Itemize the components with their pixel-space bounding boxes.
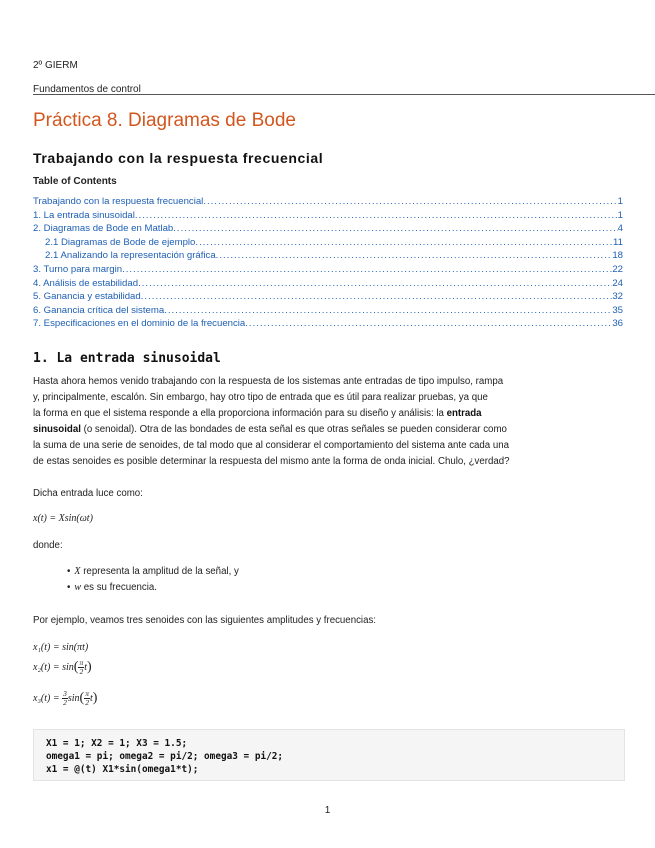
page-number: 1 (324, 805, 331, 816)
course-label: 2º GIERM (33, 60, 78, 71)
toc-link[interactable]: 2.1 Diagramas de Bode de ejemplo ..... 11 (33, 237, 623, 251)
equation-x2: x₂(t) = sin( $\frac{\pi}{2}$ t) (33, 658, 92, 676)
toc-heading: Table of Contents (33, 176, 117, 187)
intro-paragraph (33, 374, 625, 470)
toc-link[interactable]: 4. Análisis de estabilidad ..... 24 (33, 278, 623, 292)
para-line: sinusoidal (o senoidal). Otra de las bondades de esta señal es que otras señales se pueden considerar como (33, 424, 507, 435)
para-line: Hasta ahora hemos venido trabajando con la respuesta de los sistemas ante entradas de tipo impulso, rampa (33, 376, 504, 387)
toc-link[interactable]: Trabajando con la respuesta frecuencial ..... 1 (33, 196, 623, 210)
toc-link[interactable]: 7. Especificaciones en el dominio de la frecuencia ..... 36 (33, 318, 623, 332)
toc-link[interactable]: 6. Ganancia crítica del sistema ..... 35 (33, 305, 623, 319)
toc-link[interactable]: 3. Turno para margin ..... 22 (33, 264, 623, 278)
entrada-text: Dicha entrada luce como: (33, 488, 143, 499)
formula-main: x(t) = Xsin(ωt) (33, 513, 93, 524)
code-line: X1 = 1; X2 = 1; X3 = 1.5; (46, 738, 188, 749)
toc-link[interactable]: 2.1 Analizando la representación gráfica ..... 18 (33, 250, 623, 264)
toc-link[interactable]: 2. Diagramas de Bode en Matlab ..... 4 (33, 223, 623, 237)
subject-label: Fundamentos de control (33, 84, 141, 95)
ejemplo-text: Por ejemplo, veamos tres senoides con las siguientes amplitudes y frecuencias: (33, 615, 377, 626)
header-divider (33, 94, 655, 95)
toc-link[interactable]: 5. Ganancia y estabilidad ..... 32 (33, 291, 623, 305)
page-title: Práctica 8. Diagramas de Bode (33, 110, 296, 131)
section-heading: Trabajando con la respuesta frecuencial (33, 150, 324, 166)
code-block (33, 729, 625, 781)
bullet-amplitude: • X representa la amplitud de la señal, y (67, 566, 239, 577)
para-line: de estas senoides es posible determinar la respuesta del mismo ante la forma de onda inicial. Chulo, ¿verdad? (33, 456, 510, 467)
code-line: x1 = @(t) X1*sin(omega1*t); (46, 764, 199, 775)
para-line: la suma de una serie de senoides, de tal modo que al considerar el comportamiento del sistema ante cada una (33, 440, 510, 451)
toc-link[interactable]: 1. La entrada sinusoidal ..... 1 (33, 210, 623, 224)
equation-x1: x₁(t) = sin(πt) (33, 642, 89, 653)
para-line: y, principalmente, escalón. Sin embargo, hay otro tipo de entrada que es útil para realizar pruebas, ya que (33, 392, 488, 403)
para-line: la forma en que el sistema responde a ella proporciona información para su diseño y análisis: la entrada (33, 408, 482, 419)
donde-text: donde: (33, 540, 63, 551)
table-of-contents (33, 196, 623, 332)
bullet-frequency: • w es su frecuencia. (67, 582, 158, 593)
equation-x3: x₃(t) = $\frac{3}{2}$ sin( $\frac{\pi}{2}$ t) (33, 689, 98, 707)
code-line: omega1 = pi; omega2 = pi/2; omega3 = pi/2; (46, 751, 284, 762)
section1-heading: 1. La entrada sinusoidal (33, 351, 221, 366)
